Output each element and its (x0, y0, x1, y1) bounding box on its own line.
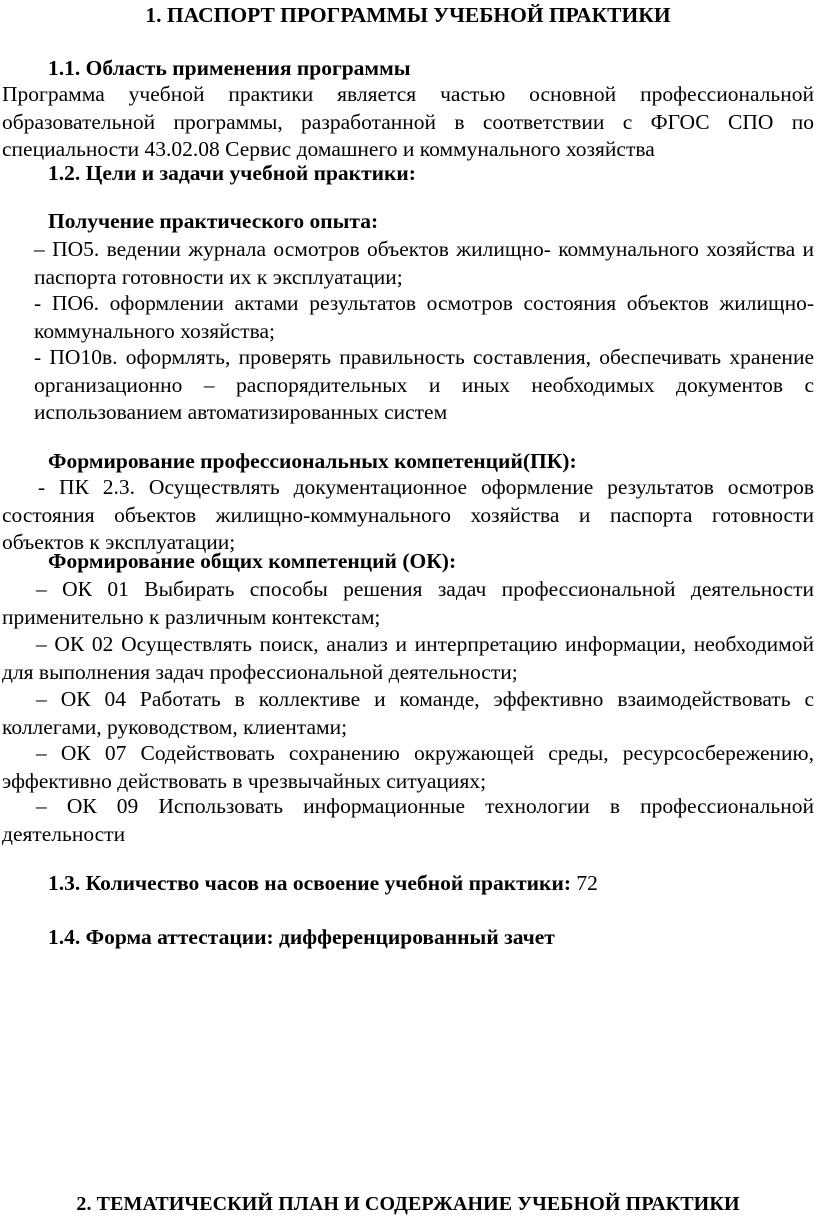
experience-item: – ПО5. ведении журнала осмотров объектов жилищно- коммунального хозяйства и паспорта готовности их к эксплуатации; (34, 237, 814, 289)
ok-item: – ОК 02 Осуществлять поиск, анализ и интерпретацию информации, необходимой для выполнения задач профессиональной деятельности; (2, 632, 814, 684)
ok-item: – ОК 01 Выбирать способы решения задач профессиональной деятельности применительно к различным контекстам; (2, 577, 814, 629)
section-1-4-title: 1.4. Форма аттестации: дифференцированный зачет (48, 925, 555, 949)
section-1-3-value: 72 (571, 871, 598, 895)
page-title: 1. ПАСПОРТ ПРОГРАММЫ УЧЕБНОЙ ПРАКТИКИ (145, 3, 671, 27)
section-1-3 (48, 870, 598, 898)
experience-item: - ПО6. оформлении актами результатов осмотров состояния объектов жилищно-коммунального хозяйства; (34, 291, 814, 343)
section-1-3-title: 1.3. Количество часов на освоение учебной практики: (48, 871, 571, 895)
experience-item: - ПО10в. оформлять, проверять правильность составления, обеспечивать хранение организационно – распорядительных и иных необходимых документов с использованием автоматизированных систем (34, 345, 814, 424)
section-1-1-title: 1.1. Область применения программы (48, 56, 411, 80)
section-2-heading: 2. ТЕМАТИЧЕСКИЙ ПЛАН И СОДЕРЖАНИЕ УЧЕБНОЙ ПРАКТИКИ (76, 1193, 740, 1215)
section-1-2-title: 1.2. Цели и задачи учебной практики: (48, 161, 416, 185)
ok-item: – ОК 04 Работать в коллективе и команде, эффективно взаимодействовать с коллегами, руководством, клиентами; (2, 687, 814, 739)
experience-title: Получение практического опыта: (48, 209, 379, 233)
pk-item: - ПК 2.3. Осуществлять документационное оформление результатов осмотров состояния объектов жилищно-коммунального хозяйства и паспорта готовности объектов к эксплуатации; (2, 475, 814, 554)
pk-title: Формирование профессиональных компетенций(ПК): (48, 449, 577, 473)
ok-title: Формирование общих компетенций (ОК): (48, 549, 457, 573)
ok-item: – ОК 09 Использовать информационные технологии в профессиональной деятельности (2, 794, 814, 846)
ok-item: – ОК 07 Содействовать сохранению окружающей среды, ресурсосбережению, эффективно действовать в чрезвычайных ситуациях; (2, 741, 814, 793)
section-1-1-text: Программа учебной практики является частью основной профессиональной образовательной программы, разработанной в соответствии с ФГОС СПО по специальности 43.02.08 Сервис домашнего и коммунального хозяйства (2, 82, 814, 161)
